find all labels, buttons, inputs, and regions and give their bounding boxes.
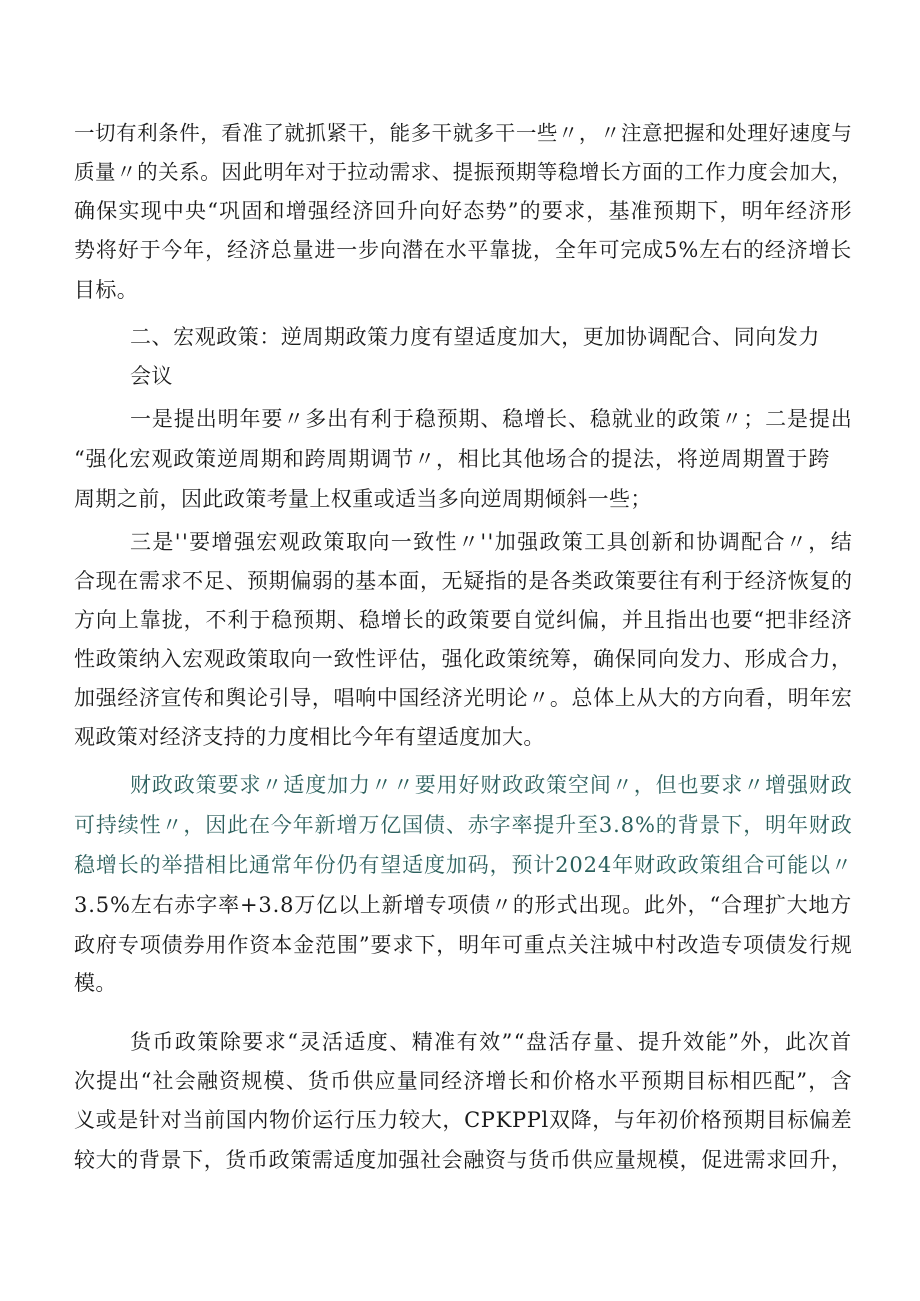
paragraph-line: 一是提出明年要〃多出有利于稳预期、稳增长、稳就业的政策〃；二是提出 — [130, 407, 853, 431]
section-heading: 二、宏观政策：逆周期政策力度有望适度加大，更加协调配合、同向发力 — [130, 325, 820, 349]
paragraph-line: 方向上靠拢，不利于稳预期、稳增长的政策要自觉纠偏，并且指出也要“把非经济 — [74, 608, 853, 632]
paragraph-line: 模。 — [74, 971, 117, 995]
paragraph-line: 合现在需求不足、预期偏弱的基本面，无疑指的是各类政策要往有利于经济恢复的 — [74, 569, 853, 593]
paragraph-line: 质量〃的关系。因此明年对于拉动需求、提振预期等稳增长方面的工作力度会加大， — [74, 160, 853, 184]
paragraph-line: 可持续性〃，因此在今年新增万亿国债、赤字率提升至3.8%的背景下，明年财政 — [74, 813, 853, 837]
paragraph-line: 加强经济宣传和舆论引导，唱响中国经济光明论〃。总体上从大的方向看，明年宏 — [74, 686, 853, 710]
paragraph-line: “强化宏观政策逆周期和跨周期调节〃，相比其他场合的提法，将逆周期置于跨 — [74, 447, 831, 471]
paragraph-line: 一切有利条件，看准了就抓紧干，能多干就多干一些〃，〃注意把握和处理好速度与 — [74, 121, 853, 145]
paragraph-line: 稳增长的举措相比通常年份仍有望适度加码，预计2024年财政政策组合可能以〃 — [74, 853, 853, 877]
paragraph-line: 确保实现中央“巩固和增强经济回升向好态势”的要求，基准预期下，明年经济形 — [74, 199, 853, 223]
paragraph-line: 会议 — [130, 364, 173, 388]
paragraph-line: 较大的背景下，货币政策需适度加强社会融资与货币供应量规模，促进需求回升， — [74, 1148, 853, 1172]
paragraph-line: 货币政策除要求“灵活适度、精准有效”“盘活存量、提升效能”外，此次首 — [130, 1030, 853, 1054]
paragraph-line: 势将好于今年，经济总量进一步向潜在水平靠拢，全年可完成5%左右的经济增长 — [74, 238, 853, 262]
paragraph-line: 义或是针对当前国内物价运行压力较大，CPKPPl双降，与年初价格预期目标偏差 — [74, 1108, 853, 1132]
paragraph-line: 三是''要增强宏观政策取向一致性〃''加强政策工具创新和协调配合〃，结 — [130, 530, 854, 554]
paragraph-line: 3.5%左右赤字率+3.8万亿以上新增专项债〃的形式出现。此外，“合理扩大地方 — [74, 893, 853, 917]
paragraph-line: 性政策纳入宏观政策取向一致性评估，强化政策统筹，确保同向发力、形成合力， — [74, 647, 853, 671]
paragraph-line: 目标。 — [74, 278, 139, 302]
paragraph-line: 观政策对经济支持的力度相比今年有望适度加大。 — [74, 725, 545, 749]
paragraph-line: 周期之前，因此政策考量上权重或适当多向逆周期倾斜一些； — [74, 487, 652, 511]
paragraph-line: 财政政策要求〃适度加力〃〃要用好财政政策空间〃，但也要求〃增强财政 — [130, 773, 853, 797]
paragraph-line: 政府专项债券用作资本金范围”要求下，明年可重点关注城中村改造专项债发行规 — [74, 933, 853, 957]
paragraph-line: 次提出“社会融资规模、货币供应量同经济增长和价格水平预期目标相匹配”，含 — [74, 1069, 853, 1093]
